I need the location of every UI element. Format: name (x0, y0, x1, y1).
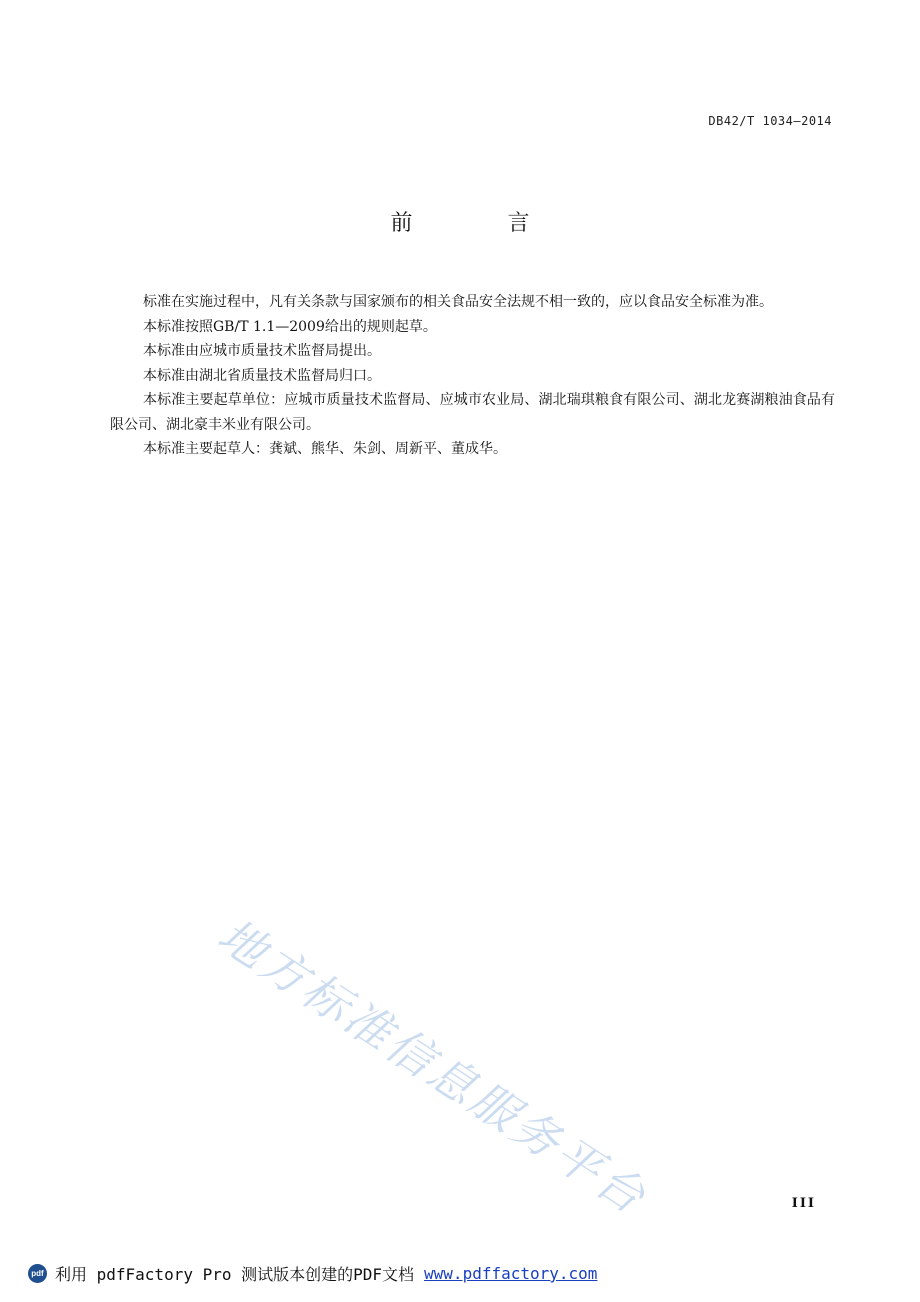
paragraph-drafting-rules: 本标准按照GB/T 1.1—2009给出的规则起草。 (143, 318, 437, 335)
paragraph-conflict-clause: 标准在实施过程中，凡有关条款与国家颁布的相关食品安全法规不相一致的，应以食品安全标准为准。 (143, 294, 773, 310)
standard-code: DB42/T 1034—2014 (708, 114, 832, 128)
page-title: 前 言 (390, 211, 574, 236)
footer (28, 1262, 597, 1285)
paragraph-drafting-units: 本标准主要起草单位：应城市质量技术监督局、应城市农业局、湖北瑞琪粮食有限公司、湖北龙赛湖粮油食品有限公司、湖北豪丰米业有限公司。 (110, 392, 835, 433)
pdffactory-logo-icon: pdf (28, 1264, 47, 1283)
paragraph-drafters: 本标准主要起草人：龚斌、熊华、朱剑、周新平、董成华。 (143, 441, 507, 457)
paragraph-proposer: 本标准由应城市质量技术监督局提出。 (143, 343, 381, 359)
watermark: 地方标准信息服务平台 (208, 907, 658, 1226)
paragraph-administrator: 本标准由湖北省质量技术监督局归口。 (143, 367, 381, 384)
foreword-body (110, 290, 835, 462)
footer-link[interactable]: www.pdffactory.com (424, 1264, 598, 1283)
footer-text: 利用 pdfFactory Pro 测试版本创建的PDF文档 (55, 1265, 415, 1284)
page-number: III (791, 1196, 816, 1211)
